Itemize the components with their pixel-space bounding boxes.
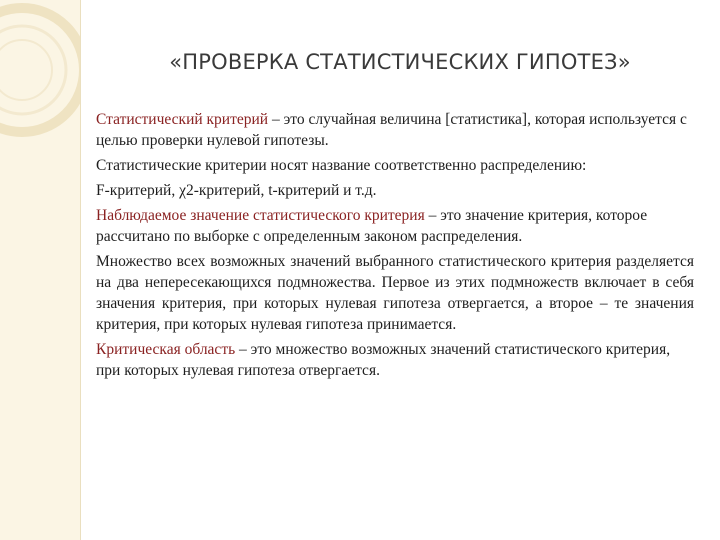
decorative-rings [0, 0, 81, 150]
paragraph-criteria-examples [96, 180, 694, 201]
value-set-text: Множество всех возможных значений выбранного статистического критерия разделяется на два непересекающихся подмножества. Первое из этих подмножеств включает в себя значения критерия, при которых нулевая гипотеза отвергается, а второе – те значения критерия, при которых нулевая гипотеза принимается. [96, 253, 694, 333]
definition-observed-value: – это значение критерия, которое рассчитано по выборке с определенным законом распределения. [96, 207, 648, 245]
criteria-naming-text: Статистические критерии носят название соответственно распределению: [96, 157, 587, 174]
criteria-examples-text: F-критерий, χ2-критерий, t-критерий и т.д. [96, 182, 377, 199]
decorative-side-band [0, 0, 81, 540]
term-critical-region: Критическая область [96, 341, 236, 358]
paragraph-statistical-criterion [96, 109, 694, 151]
paragraph-criteria-naming [96, 155, 694, 176]
term-observed-value: Наблюдаемое значение статистического критерия [96, 207, 425, 224]
paragraph-value-set [96, 251, 694, 335]
definition-critical-region: – это множество возможных значений статистического критерия, при которых нулевая гипотеза отвергается. [96, 341, 671, 379]
term-statistical-criterion: Статистический критерий [96, 111, 269, 128]
slide-title: «ПРОВЕРКА СТАТИСТИЧЕСКИХ ГИПОТЕЗ» [169, 50, 631, 74]
paragraph-critical-region [96, 339, 694, 381]
paragraph-observed-value [96, 205, 694, 247]
definition-statistical-criterion: – это случайная величина [статистика], которая используется с целью проверки нулевой гипотезы. [96, 111, 687, 149]
slide-body [96, 109, 694, 385]
